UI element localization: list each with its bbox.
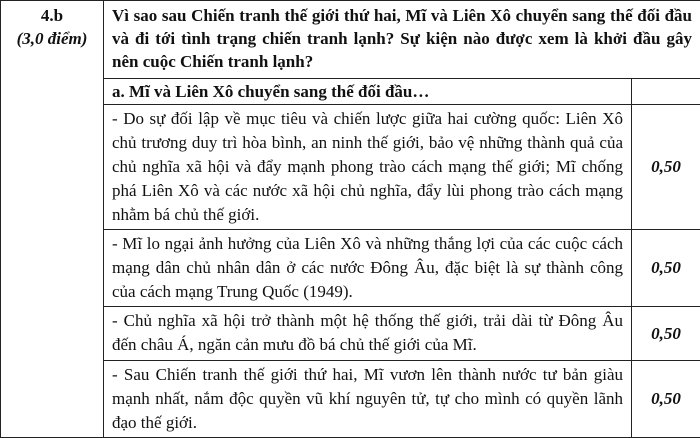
answer-text: - Chủ nghĩa xã hội trở thành một hệ thống thế giới, trải dài từ Đông Âu đến châu Á, ngăn cản mưu đồ bá chủ thế giới của Mĩ. <box>104 307 632 361</box>
empty-cell <box>1 79 104 105</box>
answer-score: 0,50 <box>632 307 700 361</box>
answer-text: - Mĩ lo ngại ảnh hưởng của Liên Xô và những thắng lợi của các cuộc cách mạng dân chủ nhân dân ở các nước Đông Âu, đặc biệt là sự thành công của cách mạng Trung Quốc (1949). <box>104 230 632 307</box>
section-heading: a. Mĩ và Liên Xô chuyển sang thế đối đầu… <box>104 79 632 105</box>
section-heading-row <box>1 79 700 105</box>
answer-score: 0,50 <box>632 105 700 230</box>
answer-text: - Sau Chiến tranh thế giới thứ hai, Mĩ vươn lên thành nước tư bản giàu mạnh nhất, nắm độc quyền vũ khí nguyên tử, tự cho mình có quyền lãnh đạo thế giới. <box>104 361 632 438</box>
answer-score: 0,50 <box>632 230 700 307</box>
question-number: 4.b <box>1 4 103 27</box>
answer-score: 0,50 <box>632 361 700 438</box>
question-points: (3,0 điểm) <box>1 27 103 50</box>
answer-row <box>1 105 700 230</box>
answer-row <box>1 307 700 361</box>
empty-cell <box>1 105 104 230</box>
empty-score-cell <box>632 79 700 105</box>
empty-cell <box>1 230 104 307</box>
answer-text: - Do sự đối lập về mục tiêu và chiến lược giữa hai cường quốc: Liên Xô chủ trương duy trì hòa bình, an ninh thế giới, bảo vệ những thành quả của chủ nghĩa xã hội và đẩy mạnh phong trào cách mạng thế giới; Mĩ chống phá Liên Xô và các nước xã hội chủ nghĩa, đẩy lùi phong trào cách mạng nhằm bá chủ thế giới. <box>104 105 632 230</box>
question-text: Vì sao sau Chiến tranh thế giới thứ hai, Mĩ và Liên Xô chuyển sang thế đối đầu và đi tới tình trạng chiến tranh lạnh? Sự kiện nào được xem là khởi đầu gây nên cuộc Chiến tranh lạnh? <box>104 1 700 79</box>
question-row <box>1 1 700 79</box>
empty-cell <box>1 361 104 438</box>
answer-row <box>1 230 700 307</box>
answer-row <box>1 361 700 438</box>
question-number-cell <box>1 1 104 79</box>
empty-cell <box>1 307 104 361</box>
